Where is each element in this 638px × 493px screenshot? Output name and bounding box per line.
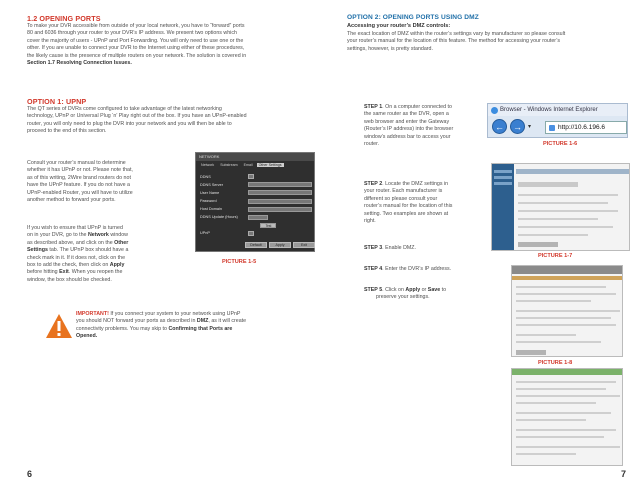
upnp-checkbox[interactable] — [248, 231, 254, 236]
field-label: DDNS Server — [200, 182, 223, 187]
history-dropdown-icon[interactable]: ▾ — [528, 124, 532, 130]
option2-title: OPTION 2: OPENING PORTS USING DMZ — [347, 14, 479, 21]
step-1: STEP 1. On a computer connected to the same router as the DVR, open a web browser and enter the Gateway (Router’s IP address) into the browser window’s address bar to access your router. — [364, 104, 454, 148]
field-label: Password — [200, 199, 217, 204]
dvr-network-dialog — [195, 152, 315, 252]
picture-caption: PICTURE 1-6 — [543, 141, 578, 147]
ddns-update-input[interactable] — [248, 215, 268, 220]
tab-email[interactable]: Email — [243, 163, 253, 167]
step-4: STEP 4. Enter the DVR’s IP address. — [364, 266, 452, 272]
intro-paragraph: To make your DVR accessible from outside of your local network, you have to “forward” ports 80 and 6036 through your router to your DVR’s IP address. We present two options which cover the majority of users - UPnP and Port Forwarding. You will only need to use one or the other. If you are unable to connect your DVR to the Internet using either of these procedures, the likely cause is the presence of multiple routers on your network. The solution is covered in Section 1.7 Resolving Connection Issues. — [27, 23, 317, 67]
dialog-tabs — [196, 161, 314, 169]
dialog-title: NETWORK — [196, 153, 314, 161]
sub-title: Accessing your router’s DMZ controls: — [347, 23, 451, 29]
picture-caption: PICTURE 1-7 — [538, 253, 573, 259]
back-arrow-icon[interactable]: ← — [492, 119, 507, 134]
option1-paragraph: The QT series of DVRs come configured to take advantage of the latest networking technology, UPnP or Universal Plug ‘n’ Play right out of the box. If you have an UPnP-enabled router, you will only need to plug the DVR into your network and you will then be able to proceed to the end of this section. — [27, 106, 247, 135]
consult-paragraph: Consult your router’s manual to determine whether it has UPnP or not. Please note that, as of this writing, 2Wire brand routers do not have the UPnP feature. If you do not have a UPnP-enabled Router, you will have to utilize another method to forward your ports. — [27, 160, 133, 204]
router-settings-screenshot — [491, 163, 630, 251]
upnp-instructions: If you wish to ensure that UPnP is turned on in your DVR, go to the Network window as described above, and click on the Other Settings tab. The UPnP box should have a check mark in it. If it does not, click on the box to add the check, then click on Apply before hitting Exit. When you reopen the window, the box should be checked. — [27, 225, 129, 283]
field-label: DDNS Update (Hours) — [200, 215, 238, 220]
step-5: STEP 5. Click on Apply or Save to preserve your settings. — [364, 287, 447, 301]
router-dmz-settings-screenshot — [511, 368, 623, 466]
default-button[interactable]: Default — [245, 242, 267, 248]
picture-caption: PICTURE 1-5 — [222, 259, 257, 265]
step-2: STEP 2. Locate the DMZ settings in your router. Each manufacturer is different so please consult your router’s manual for the location of this setting. Two examples are shown at right. — [364, 181, 453, 225]
section-ref[interactable]: Section 1.7 Resolving Connection Issues. — [27, 60, 132, 67]
browser-title: Browser - Windows Internet Explorer — [488, 104, 627, 116]
page-number: 7 — [620, 469, 626, 479]
address-bar[interactable]: http://10.6.196.6 — [545, 121, 627, 134]
section-title: 1.2 OPENING PORTS — [27, 14, 101, 23]
important-note: IMPORTANT! If you connect your system to your network using UPnP you should NOT forward your ports as described in DMZ, as it will create connectivity problems. You may skip to Confirming that Ports are Opened. — [76, 311, 247, 340]
exit-button[interactable]: Exit — [293, 242, 315, 248]
test-button[interactable]: Test — [260, 223, 276, 228]
ddns-checkbox[interactable] — [248, 174, 254, 179]
host-domain-input[interactable] — [248, 207, 312, 212]
field-label: Host Domain — [200, 207, 222, 212]
dialog-fields — [200, 173, 312, 238]
forward-arrow-icon[interactable]: → — [510, 119, 525, 134]
picture-caption: PICTURE 1-8 — [538, 360, 573, 366]
page-number: 6 — [27, 469, 33, 479]
router-dmz-screenshot — [511, 265, 623, 357]
field-label: UPnP — [200, 231, 210, 236]
user-name-input[interactable] — [248, 190, 312, 195]
option1-title: OPTION 1: UPNP — [27, 97, 87, 106]
browser-nav — [492, 119, 531, 134]
step-3: STEP 3. Enable DMZ. — [364, 245, 417, 251]
ie-logo-icon — [491, 107, 498, 114]
field-label: DDNS — [200, 174, 211, 179]
page-icon — [549, 125, 555, 131]
browser-screenshot — [487, 103, 628, 138]
tab-other-settings[interactable]: Other Settings — [258, 163, 282, 167]
tab-network[interactable]: Network — [201, 163, 215, 167]
apply-button[interactable]: Apply — [269, 242, 291, 248]
password-input[interactable] — [248, 199, 312, 204]
ddns-server-select[interactable] — [248, 182, 312, 187]
tab-substream[interactable]: Substream — [220, 163, 238, 167]
option2-paragraph: The exact location of DMZ within the router’s settings vary by manufacturer so please consult your router’s manual for the location of this feature. The method for accessing your router’s settings, however, is pretty standard. — [347, 31, 566, 52]
field-label: User Name — [200, 190, 220, 195]
warning-icon — [45, 313, 73, 339]
